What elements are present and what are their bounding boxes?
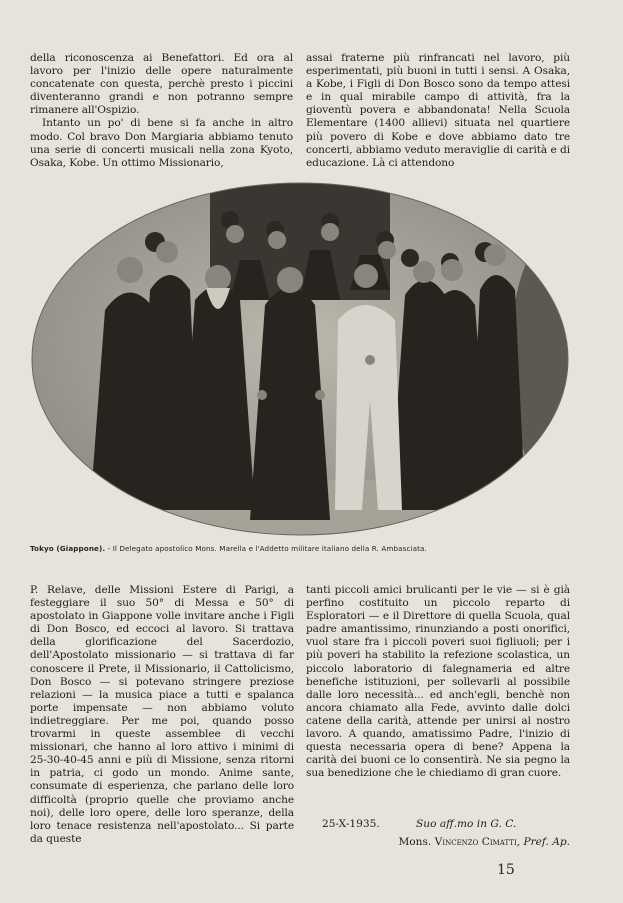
paragraph: P. Relave, delle Missioni Estere di Parigi, a festeggiare il suo 50° di Messa e 50° di apostolato in Giappone volle invitare anche i Figli di Don Bosco, ed eccoci al lavoro. Si trattava della glorificazione del Sacerdozio, dell'Apostolato missionario — si trattava di far conoscere il Prete, il Missionario, il Cattolicismo, Don Bosco — si potevano stringere preziose relazioni — la musica piace a tutti e spalanca porte impensate — non abbiamo voluto indietreggiare. Per me poi, quando posso trovarmi in queste assemblee di vecchi missionari, che hanno al loro attivo i minimi di 25-30-40-45 anni e più di Missione, senza ritorni in patria, ci godo un mondo. Anime sante, consumate di esperienza, che parlano delle loro difficoltà (proprio quelle che proviamo anche noi), delle loro opere, delle loro speranze, della loro tenace resistenza nell'apostolato... Si parte da queste	[30, 584, 294, 845]
text-column-bottom-left	[30, 584, 294, 846]
caption-text: - Il Delegato apostolico Mons. Marella e l'Addetto militare italiano della R. Ambasciata.	[105, 544, 427, 553]
paragraph: tanti piccoli amici brulicanti per le vie — si è già perfino costituito un piccolo reparto di Esploratori — e il Direttore di quella Scuola, qual padre amantissimo, rinunziando a posti onorifici, vuol stare fra i piccoli poveri suoi figliuoli; per i più poveri ha stabilito la refezione scolastica, un piccolo laboratorio di falegnameria ed altre benefiche istituzioni, per sollevarli al possibile dalle loro necessità... ed anch'egli, benchè non ancora chiamato alla Fede, avvinto dalle dolci catene della carità, attende per unirsi al nostro lavoro. A quando, amatissimo Padre, l'inizio di questa necessaria opera di bene? Appena la carità dei buoni ce lo consentirà. Ne sia pegno la sua benedizione che le chiediamo di gran cuore.	[306, 584, 570, 780]
letter-closing: Suo aff.mo in G. C.	[416, 818, 517, 830]
paragraph: Intanto un po' di bene si fa anche in altro modo. Col bravo Don Margiaria abbiamo tenuto una serie di concerti musicali nella zona Kyoto, Osaka, Kobe. Un ottimo Missionario,	[30, 117, 293, 169]
signer	[398, 836, 570, 849]
signer-prefix: Mons.	[398, 836, 435, 848]
caption-place: Tokyo (Giappone).	[30, 544, 106, 553]
photo-caption	[30, 544, 570, 553]
page-number: 15	[497, 862, 515, 878]
photo-image	[30, 180, 570, 538]
text-column-bottom-right	[306, 584, 570, 780]
group-photo	[30, 180, 570, 538]
text-column-top-right	[306, 52, 570, 170]
text-column-top-left	[30, 52, 293, 170]
paragraph: assai fraterne più rinfrancati nel lavoro, più esperimentati, più buoni in tutti i sensi. A Osaka, a Kobe, i Figli di Don Bosco sono da tempo attesi e in qual mirabile campo di attività, fra la gioventù povera e abbandonata! Nella Scuola Elementare (1400 allievi) situata nel quartiere più povero di Kobe e dove abbiamo dato tre concerti, abbiamo veduto meraviglie di carità e di educazione. Là ci attendono	[306, 52, 570, 169]
signer-name: Vincenzo Cimatti	[434, 836, 517, 848]
letter-date: 25-X-1935.	[322, 818, 380, 830]
signer-title: , Pref. Ap.	[516, 836, 570, 848]
paragraph: della riconoscenza ai Benefattori. Ed ora al lavoro per l'inizio delle opere naturalmente concatenate con questa, perchè presto i piccini diventeranno grandi e non potranno sempre rimanere all'Ospizio.	[30, 52, 293, 117]
